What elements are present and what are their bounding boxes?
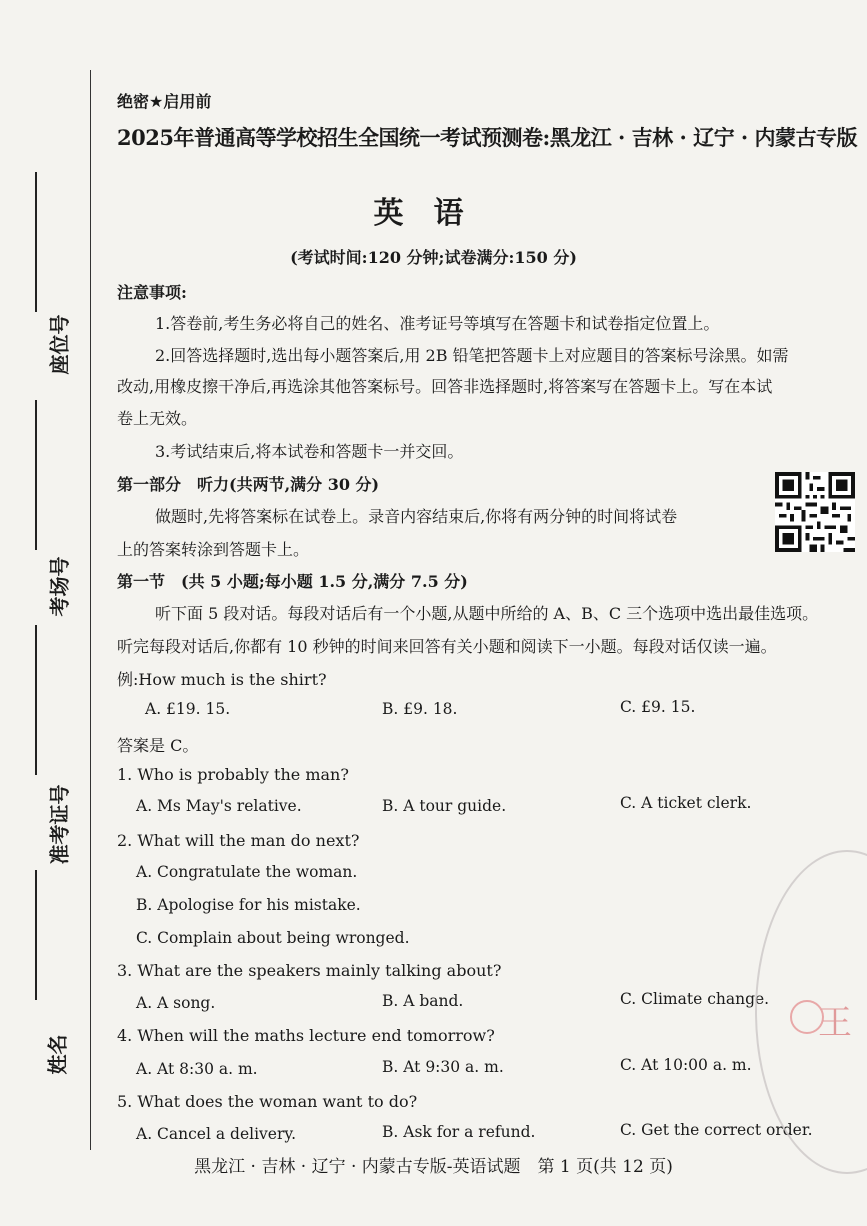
q2-option-c: C. Complain about being wronged. (136, 929, 410, 947)
q4-option-c: C. At 10:00 a. m. (620, 1056, 752, 1074)
notice-item-3: 3.考试结束后,将本试卷和答题卡一并交回。 (155, 442, 464, 461)
q3-option-b: B. A band. (382, 992, 464, 1010)
q1-option-c: C. A ticket clerk. (620, 794, 752, 812)
q1-option-b: B. A tour guide. (382, 797, 507, 815)
name-line-top (35, 870, 37, 1000)
exam-info: (考试时间:120 分钟;试卷满分:150 分) (290, 248, 577, 267)
part1-desc-line-2: 上的答案转涂到答题卡上。 (117, 540, 310, 559)
q2-option-b: B. Apologise for his mistake. (136, 896, 361, 914)
example-answer: 答案是 C。 (117, 736, 199, 755)
qr-code-icon (775, 472, 855, 552)
stamp-text: 王 (818, 1003, 852, 1043)
question-5: 5. What does the woman want to do? (117, 1092, 418, 1111)
section1-desc-line-2: 听完每段对话后,你都有 10 秒钟的时间来回答有关小题和阅读下一小题。每段对话仅读一遍。 (117, 637, 777, 656)
question-2: 2. What will the man do next? (117, 831, 360, 850)
example-option-a: A. £19. 15. (145, 700, 231, 718)
example-option-c: C. £9. 15. (620, 698, 696, 716)
notice-title: 注意事项: (117, 283, 187, 302)
room-line-top (35, 400, 37, 550)
notice-item-2-line-2: 改动,用橡皮擦干净后,再选涂其他答案标号。回答非选择题时,将答案写在答题卡上。写在本试 (117, 377, 773, 396)
q3-option-a: A. A song. (136, 994, 216, 1012)
ticket-label: 准考证号 (47, 784, 72, 865)
ticket-line-top (35, 625, 37, 775)
question-4: 4. When will the maths lecture end tomorrow? (117, 1026, 495, 1045)
example-option-b: B. £9. 18. (382, 700, 458, 718)
part1-title: 第一部分 听力(共两节,满分 30 分) (117, 475, 380, 494)
notice-item-2-line-1: 2.回答选择题时,选出每小题答案后,用 2B 铅笔把答题卡上对应题目的答案标号涂黑。如需 (155, 346, 789, 365)
q1-option-a: A. Ms May's relative. (136, 797, 302, 815)
q5-option-a: A. Cancel a delivery. (136, 1125, 297, 1143)
q5-option-c: C. Get the correct order. (620, 1121, 813, 1139)
room-label: 考场号 (47, 556, 72, 617)
section1-title: 第一节 (共 5 小题;每小题 1.5 分,满分 7.5 分) (117, 572, 468, 591)
example-question: 例:How much is the shirt? (117, 670, 327, 689)
subject-title: 英语 (373, 196, 494, 231)
question-1: 1. Who is probably the man? (117, 765, 349, 784)
q4-option-b: B. At 9:30 a. m. (382, 1058, 504, 1076)
q4-option-a: A. At 8:30 a. m. (136, 1060, 258, 1078)
exam-title: 2025年普通高等学校招生全国统一考试预测卷:黑龙江 · 吉林 · 辽宁 · 内蒙古专版 (117, 125, 857, 150)
notice-item-2-line-3: 卷上无效。 (117, 409, 198, 428)
q5-option-b: B. Ask for a refund. (382, 1123, 536, 1141)
q3-option-c: C. Climate change. (620, 990, 770, 1008)
section1-desc-line-1: 听下面 5 段对话。每段对话后有一个小题,从题中所给的 A、B、C 三个选项中选出最佳选项。 (155, 604, 819, 623)
seat-label: 座位号 (47, 314, 72, 375)
name-label: 姓名 (45, 1034, 70, 1075)
page-footer: 黑龙江 · 吉林 · 辽宁 · 内蒙古专版-英语试题 第 1 页(共 12 页) (194, 1157, 673, 1177)
question-3: 3. What are the speakers mainly talking about? (117, 961, 502, 980)
binding-rule (90, 70, 91, 1150)
part1-desc-line-1: 做题时,先将答案标在试卷上。录音内容结束后,你将有两分钟的时间将试卷 (155, 507, 678, 526)
q2-option-a: A. Congratulate the woman. (136, 863, 358, 881)
secret-label: 绝密★启用前 (117, 92, 212, 111)
notice-item-1: 1.答卷前,考生务必将自己的姓名、准考证号等填写在答题卡和试卷指定位置上。 (155, 314, 720, 333)
